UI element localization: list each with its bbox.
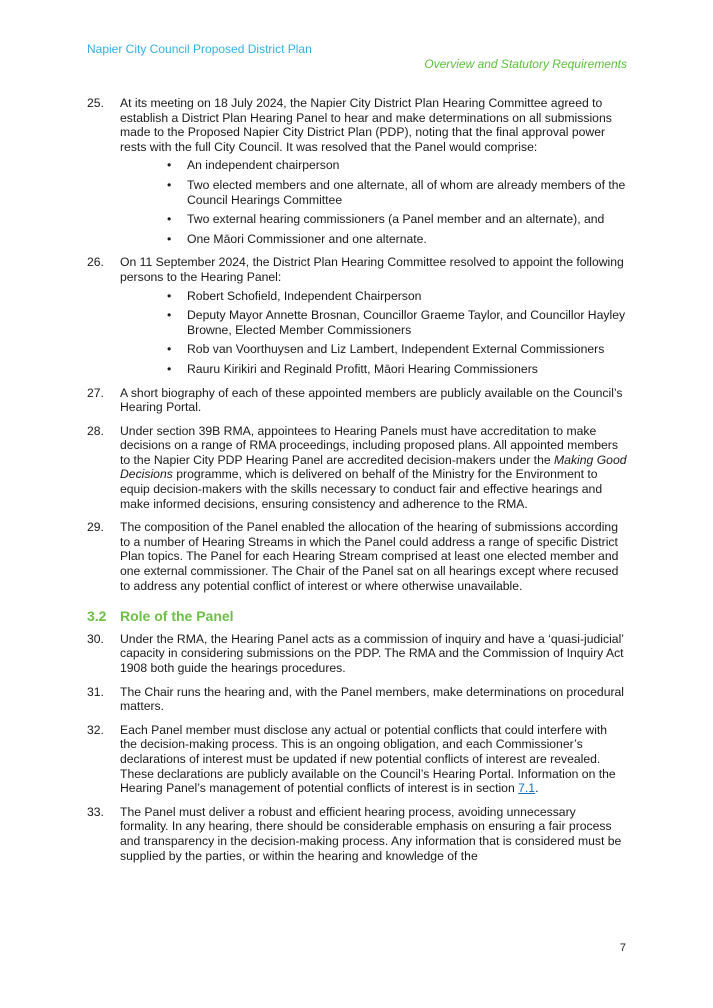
list-item-text: One Māori Commissioner and one alternate.: [187, 231, 427, 246]
paragraph-text: The Chair runs the hearing and, with the Panel members, make determinations on procedural matters.: [120, 684, 625, 714]
list-item-text: An independent chairperson: [187, 158, 340, 173]
paragraph-number: 26.: [87, 255, 104, 270]
paragraph-number: 25.: [87, 96, 104, 110]
paragraph-text: Under the RMA, the Hearing Panel acts as a commission of inquiry and have a ‘quasi-judicial’ capacity in considering submissions on the PDP. The RMA and the Commission of Inquiry Act 1908 both guide the hearings procedures.: [120, 631, 624, 675]
paragraph-number: 31.: [87, 684, 104, 699]
paragraph-32: [87, 723, 627, 796]
list-item: [167, 361, 627, 377]
bullet-icon: •: [167, 288, 172, 303]
bullet-icon: •: [167, 212, 172, 227]
bullet-icon: •: [167, 177, 172, 192]
paragraph-text: Each Panel member must disclose any actual or potential conflicts that could interfere with the decision-making process. This is an ongoing obligation, and each Commissioner’s declarations of interest must be updated if new potential conflicts of interest are revealed. These declarations are publicly available on the Council’s Hearing Portal. Information on the Hearing Panel’s management of potential conflicts of interest is in section: [120, 722, 616, 796]
list-item: [167, 158, 627, 173]
paragraph-number: 32.: [87, 722, 104, 737]
bullet-list: [120, 158, 627, 246]
paragraph-number: 29.: [87, 520, 104, 535]
paragraph-27: [87, 386, 627, 415]
header-document-title: Napier City Council Proposed District Plan: [87, 42, 312, 56]
bullet-icon: •: [167, 308, 172, 323]
paragraph-number: 33.: [87, 804, 104, 819]
document-body: [87, 96, 627, 872]
paragraph-29: [87, 520, 627, 593]
paragraph-number: 28.: [87, 423, 104, 438]
bullet-icon: •: [167, 361, 172, 376]
list-item-text: Rauru Kirikiri and Reginald Profitt, Māori Hearing Commissioners: [187, 361, 538, 376]
paragraph-text: Under section 39B RMA, appointees to Hearing Panels must have accreditation to make decisions on a range of RMA proceedings, including proposed plans. All appointed members to the Napier City PDP Hearing Panel are accredited decision-makers under the: [120, 423, 618, 467]
list-item: [167, 177, 627, 207]
paragraph-number: 30.: [87, 631, 104, 646]
paragraph-30: [87, 632, 627, 676]
paragraph-28: [87, 424, 627, 512]
programme-name: Making Good Decisions: [120, 452, 627, 482]
section-heading: [87, 609, 627, 624]
list-item-text: Deputy Mayor Annette Brosnan, Councillor Graeme Taylor, and Councillor Hayley Browne, Elected Member Commissioners: [187, 308, 626, 337]
section-title: Role of the Panel: [120, 608, 234, 625]
list-item: [167, 342, 627, 357]
paragraph-text: A short biography of each of these appointed members are publicly available on the Council’s Hearing Portal.: [120, 385, 623, 415]
paragraph-31: [87, 685, 627, 714]
section-number: 3.2: [87, 608, 107, 625]
section-7-1-link[interactable]: 7.1: [518, 781, 536, 796]
list-item: [167, 212, 627, 227]
paragraph-text: The Panel must deliver a robust and efficient hearing process, avoiding unnecessary formality. In any hearing, there should be considerable emphasis on ensuring a fair process and transparency in the decision-making process. Any information that is considered must be supplied by the parties, or within the hearing and knowledge of the: [120, 804, 622, 863]
header-section-title: Overview and Statutory Requirements: [424, 57, 627, 71]
paragraph-26: [87, 255, 627, 376]
list-item-text: Two external hearing commissioners (a Panel member and an alternate), and: [187, 212, 605, 227]
list-item: [167, 308, 627, 337]
bullet-icon: •: [167, 342, 172, 357]
list-item: [167, 231, 627, 247]
bullet-icon: •: [167, 231, 172, 246]
bullet-icon: •: [167, 158, 172, 173]
paragraph-number: 27.: [87, 385, 104, 400]
paragraph-25: [87, 96, 627, 246]
paragraph-33: [87, 805, 627, 863]
list-item: [167, 288, 627, 304]
paragraph-text: On 11 September 2024, the District Plan Hearing Committee resolved to appoint the following persons to the Hearing Panel:: [120, 255, 624, 284]
paragraph-text-continued: programme, which is delivered on behalf of the Ministry for the Environment to equip decision-makers with the skills necessary to conduct fair and effective hearings and make informed decisions, ensuring consistency and adherence to the RMA.: [120, 467, 603, 511]
paragraph-end: .: [535, 781, 539, 796]
list-item-text: Two elected members and one alternate, all of whom are already members of the Council Hearings Committee: [187, 177, 626, 207]
paragraph-text: The composition of the Panel enabled the allocation of the hearing of submissions according to a number of Hearing Streams in which the Panel could address a range of specific District Plan topics. The Panel for each Hearing Stream comprised at least one elected member and one external commissioner. The Chair of the Panel sat on all hearings except where recused to address any potential conflict of interest or where otherwise unavailable.: [120, 520, 619, 593]
paragraph-text: At its meeting on 18 July 2024, the Napier City District Plan Hearing Committee agreed to establish a District Plan Hearing Panel to hear and make determinations on all submissions made to the Proposed Napier City District Plan (PDP), noting that the final approval power rests with the full City Council. It was resolved that the Panel would comprise:: [120, 96, 612, 154]
list-item-text: Rob van Voorthuysen and Liz Lambert, Independent External Commissioners: [187, 342, 605, 357]
page-number: 7: [619, 942, 626, 954]
list-item-text: Robert Schofield, Independent Chairperson: [187, 288, 422, 303]
bullet-list: [120, 289, 627, 377]
